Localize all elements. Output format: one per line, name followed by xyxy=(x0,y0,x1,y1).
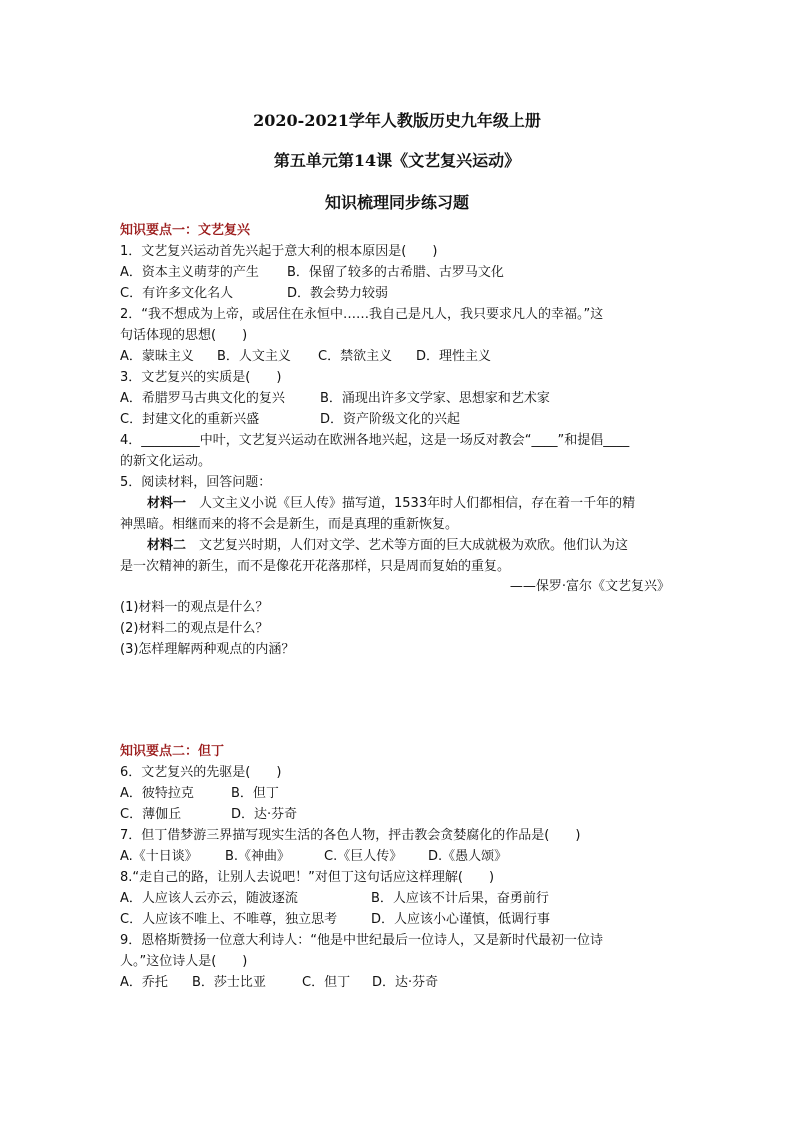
material-2-line-1 xyxy=(147,536,628,556)
option-b: B．人应该不计后果，奋勇前行 xyxy=(371,891,549,906)
doc-title: 2020-2021学年人教版历史九年级上册 xyxy=(253,111,541,130)
material-2-label: 材料二 xyxy=(147,538,187,553)
option-b: B．涌现出许多文学家、思想家和艺术家 xyxy=(320,391,550,406)
question-2-stem-line-2: 句话体现的思想( ) xyxy=(120,328,248,343)
question-8-options-row-2 xyxy=(120,910,550,930)
question-4-line-1: 4．_________中叶，文艺复兴运动在欧洲各地兴起，这是一场反对教会“____”和提倡____ xyxy=(120,433,630,448)
option-c: C．禁欲主义 xyxy=(318,349,393,364)
option-c: C．封建文化的重新兴盛 xyxy=(120,412,260,427)
question-2-options xyxy=(120,347,491,367)
option-d: D．达·芬奇 xyxy=(372,975,439,990)
question-3-options-row-1 xyxy=(120,389,550,409)
question-6-stem: 6．文艺复兴的先驱是( ) xyxy=(120,765,282,780)
question-9-stem-line-2: 人。”这位诗人是( ) xyxy=(120,954,248,969)
option-a: A.《十日谈》 xyxy=(120,849,198,864)
option-c: C．薄伽丘 xyxy=(120,807,182,822)
question-7-stem: 7．但丁借梦游三界描写现实生活的各色人物，抨击教会贪婪腐化的作品是( ) xyxy=(120,828,581,843)
question-8-stem: 8.“走自己的路，让别人去说吧！”对但丁这句话应这样理解( ) xyxy=(120,870,495,885)
option-c: C．有许多文化名人 xyxy=(120,286,234,301)
material-source: ——保罗·富尔《文艺复兴》 xyxy=(509,579,670,594)
question-7-options xyxy=(120,847,507,867)
option-a: A．蒙昧主义 xyxy=(120,349,194,364)
question-3-options-row-2 xyxy=(120,410,460,430)
option-b: B．人文主义 xyxy=(217,349,291,364)
material-2-text: 文艺复兴时期，人们对文学、艺术等方面的巨大成就极为欢欣。他们认为这 xyxy=(186,538,629,553)
question-2-stem-line-1: 2．“我不想成为上帝，或居住在永恒中……我自己是凡人，我只要求凡人的幸福。”这 xyxy=(120,307,604,322)
question-6-options-row-2 xyxy=(120,805,297,825)
option-d: D．达·芬奇 xyxy=(231,807,298,822)
option-d: D.《愚人颂》 xyxy=(428,849,508,864)
option-a: A．彼特拉克 xyxy=(120,786,194,801)
material-1-text: 人文主义小说《巨人传》描写道，1533年时人们都相信，存在着一千年的精 xyxy=(186,496,636,511)
sub-question-2: (2)材料二的观点是什么？ xyxy=(120,621,269,636)
option-d: D．教会势力较弱 xyxy=(287,286,389,301)
question-6-options-row-1 xyxy=(120,784,279,804)
question-8-options-row-1 xyxy=(120,889,549,909)
option-b: B.《神曲》 xyxy=(225,849,291,864)
question-9-options xyxy=(120,973,438,993)
question-3-stem: 3．文艺复兴的实质是( ) xyxy=(120,370,282,385)
option-c: C．但丁 xyxy=(302,975,351,990)
option-b: B．莎士比亚 xyxy=(192,975,266,990)
option-a: A．资本主义萌芽的产生 xyxy=(120,265,259,280)
question-1-options-row-2 xyxy=(120,284,388,304)
question-1-options-row-1 xyxy=(120,263,504,283)
exercise-title: 知识梳理同步练习题 xyxy=(324,193,469,212)
section-heading-1: 知识要点一：文艺复兴 xyxy=(120,223,251,238)
option-b: B．保留了较多的古希腊、古罗马文化 xyxy=(287,265,504,280)
sub-question-1: (1)材料一的观点是什么？ xyxy=(120,600,269,615)
option-d: D．资产阶级文化的兴起 xyxy=(320,412,461,427)
option-d: D．人应该小心谨慎，低调行事 xyxy=(371,912,551,927)
option-d: D．理性主义 xyxy=(416,349,492,364)
option-c: C.《巨人传》 xyxy=(324,849,403,864)
question-5-stem: 5．阅读材料，回答问题： xyxy=(120,475,272,490)
option-c: C．人应该不唯上、不唯尊，独立思考 xyxy=(120,912,338,927)
material-2-line-2: 是一次精神的新生，而不是像花开花落那样，只是周而复始的重复。 xyxy=(120,559,511,574)
sub-question-3: (3)怎样理解两种观点的内涵？ xyxy=(120,642,295,657)
lesson-title: 第五单元第14课《文艺复兴运动》 xyxy=(273,151,521,170)
option-b: B．但丁 xyxy=(231,786,279,801)
option-a: A．人应该人云亦云，随波逐流 xyxy=(120,891,298,906)
section-heading-2: 知识要点二：但丁 xyxy=(120,744,225,759)
option-a: A．乔托 xyxy=(120,975,168,990)
question-9-stem-line-1: 9．恩格斯赞扬一位意大利诗人：“他是中世纪最后一位诗人，又是新时代最初一位诗 xyxy=(120,933,604,948)
material-1-line-1 xyxy=(147,494,635,514)
material-1-line-2: 神黑暗。相继而来的将不会是新生，而是真理的重新恢复。 xyxy=(120,517,459,532)
option-a: A．希腊罗马古典文化的复兴 xyxy=(120,391,285,406)
question-1-stem: 1．文艺复兴运动首先兴起于意大利的根本原因是( ) xyxy=(120,244,438,259)
question-4-line-2: 的新文化运动。 xyxy=(120,454,212,469)
material-1-label: 材料一 xyxy=(147,496,187,511)
